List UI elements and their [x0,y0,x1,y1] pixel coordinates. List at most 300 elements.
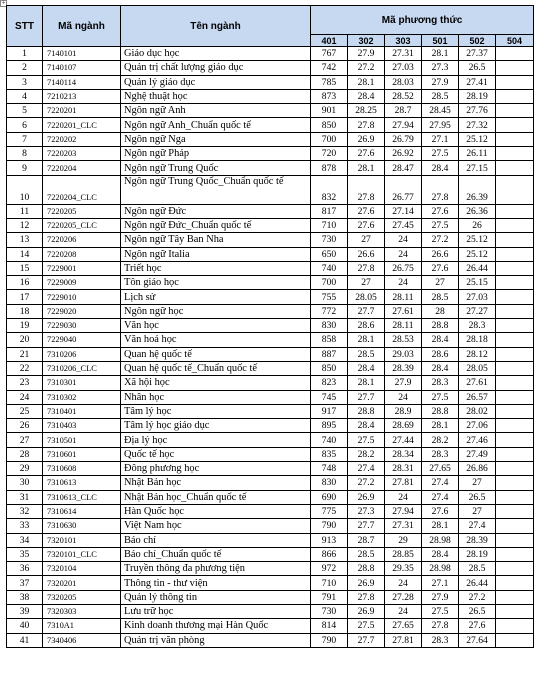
cell-ten-nganh: Nhật Bản học [121,476,311,490]
cell-stt: 23 [7,376,43,390]
cell-ten-nganh: Tâm lý học [121,404,311,418]
cell-ten-nganh: Quản trị văn phòng [121,633,311,647]
cell-302: 26.9 [348,132,385,146]
cell-401: 730 [311,233,348,247]
cell-stt: 2 [7,61,43,75]
cell-501: 28.5 [422,89,459,103]
cell-401: 832 [311,175,348,204]
cell-401: 972 [311,562,348,576]
table-row [7,504,534,518]
cell-stt: 39 [7,604,43,618]
cell-stt: 38 [7,590,43,604]
cell-502: 28.19 [459,547,496,561]
table-row [7,261,534,275]
cell-ma-nganh: 7310614 [43,504,121,518]
cell-303: 26.92 [385,147,422,161]
cell-401: 740 [311,433,348,447]
cell-stt: 22 [7,361,43,375]
cell-ten-nganh: Địa lý học [121,433,311,447]
cell-502: 28.19 [459,89,496,103]
cell-401: 700 [311,132,348,146]
cell-504 [496,476,534,490]
cell-ten-nganh: Báo chí_Chuẩn quốc tế [121,547,311,561]
cell-502: 28.02 [459,404,496,418]
cell-303: 26.77 [385,175,422,204]
cell-ma-nganh: 7320101 [43,533,121,547]
cell-stt: 26 [7,419,43,433]
cell-401: 785 [311,75,348,89]
cell-302: 28.4 [348,89,385,103]
cell-501: 27.4 [422,476,459,490]
cell-ten-nganh: Việt Nam học [121,519,311,533]
cell-501: 28.8 [422,404,459,418]
cell-504 [496,619,534,633]
cell-501: 27.1 [422,132,459,146]
cell-303: 24 [385,490,422,504]
cell-stt: 33 [7,519,43,533]
cell-502: 28.05 [459,361,496,375]
cell-303: 27.31 [385,519,422,533]
cell-stt: 5 [7,104,43,118]
cell-ten-nganh: Văn hoá học [121,333,311,347]
cell-504 [496,433,534,447]
cell-ten-nganh: Giáo dục học [121,47,311,61]
cell-303: 29.03 [385,347,422,361]
cell-302: 28.8 [348,404,385,418]
cell-302: 27.7 [348,390,385,404]
cell-ma-nganh: 7310A1 [43,619,121,633]
cell-stt: 27 [7,433,43,447]
cell-501: 28.5 [422,290,459,304]
cell-401: 887 [311,347,348,361]
cell-ten-nganh: Lưu trữ học [121,604,311,618]
cell-501: 27.5 [422,147,459,161]
cell-302: 28.8 [348,562,385,576]
table-row [7,204,534,218]
cell-401: 700 [311,276,348,290]
cell-502: 26.5 [459,604,496,618]
cell-stt: 29 [7,462,43,476]
cell-504 [496,61,534,75]
cell-stt: 1 [7,47,43,61]
cell-ma-nganh: 7220204 [43,161,121,175]
cell-303: 27.94 [385,118,422,132]
cell-stt: 25 [7,404,43,418]
cell-504 [496,319,534,333]
cell-401: 730 [311,604,348,618]
cell-ten-nganh: Ngôn ngữ Nga [121,132,311,146]
cell-501: 27.9 [422,75,459,89]
cell-stt: 4 [7,89,43,103]
cell-501: 27.1 [422,576,459,590]
cell-502: 28.5 [459,562,496,576]
admission-scores-table [6,5,534,648]
cell-401: 895 [311,419,348,433]
cell-303: 28.47 [385,161,422,175]
cell-501: 27.8 [422,175,459,204]
cell-502: 27.32 [459,118,496,132]
cell-stt: 24 [7,390,43,404]
cell-502: 27.46 [459,433,496,447]
cell-ma-nganh: 7220202 [43,132,121,146]
cell-504 [496,89,534,103]
cell-302: 27.7 [348,519,385,533]
cell-501: 27 [422,276,459,290]
table-row [7,633,534,647]
cell-504 [496,147,534,161]
cell-stt: 17 [7,290,43,304]
cell-stt: 35 [7,547,43,561]
table-row [7,118,534,132]
cell-502: 27 [459,476,496,490]
cell-302: 28.6 [348,319,385,333]
cell-302: 26.9 [348,576,385,590]
cell-302: 28.5 [348,547,385,561]
cell-504 [496,233,534,247]
table-row [7,75,534,89]
cell-504 [496,562,534,576]
cell-401: 830 [311,476,348,490]
cell-502: 25.12 [459,247,496,261]
cell-303: 24 [385,233,422,247]
cell-303: 28.11 [385,319,422,333]
cell-302: 28.7 [348,533,385,547]
cell-504 [496,504,534,518]
cell-ma-nganh: 7229010 [43,290,121,304]
header-ma-phuong-thuc: Mã phương thức [311,6,534,35]
cell-stt: 16 [7,276,43,290]
cell-501: 28.1 [422,519,459,533]
cell-ma-nganh: 7220208 [43,247,121,261]
cell-ma-nganh: 7229009 [43,276,121,290]
cell-ma-nganh: 7310403 [43,419,121,433]
cell-ma-nganh: 7229001 [43,261,121,275]
table-row [7,490,534,504]
cell-502: 26.86 [459,462,496,476]
cell-401: 775 [311,504,348,518]
cell-stt: 34 [7,533,43,547]
cell-ma-nganh: 7320101_CLC [43,547,121,561]
cell-ten-nganh: Quản lý giáo dục [121,75,311,89]
cell-504 [496,161,534,175]
cell-ten-nganh: Kinh doanh thương mại Hàn Quốc [121,619,311,633]
cell-ten-nganh: Ngôn ngữ Đức_Chuẩn quốc tế [121,218,311,232]
cell-502: 27.76 [459,104,496,118]
cell-302: 28.5 [348,347,385,361]
table-row [7,562,534,576]
cell-302: 28.4 [348,419,385,433]
cell-502: 27.61 [459,376,496,390]
cell-504 [496,376,534,390]
cell-302: 26.9 [348,490,385,504]
cell-ten-nganh: Tôn giáo học [121,276,311,290]
cell-401: 755 [311,290,348,304]
cell-ma-nganh: 7220205 [43,204,121,218]
cell-302: 26.6 [348,247,385,261]
cell-ma-nganh: 7310601 [43,447,121,461]
cell-stt: 20 [7,333,43,347]
cell-501: 28.4 [422,361,459,375]
cell-303: 27.45 [385,218,422,232]
cell-303: 24 [385,604,422,618]
cell-ten-nganh: Quan hệ quốc tế [121,347,311,361]
cell-504 [496,261,534,275]
cell-504 [496,304,534,318]
table-row [7,519,534,533]
cell-ma-nganh: 7220206 [43,233,121,247]
cell-303: 27.44 [385,433,422,447]
cell-303: 24 [385,247,422,261]
cell-501: 27.95 [422,118,459,132]
cell-302: 28.1 [348,161,385,175]
cell-504 [496,75,534,89]
cell-ma-nganh: 7320104 [43,562,121,576]
cell-303: 28.39 [385,361,422,375]
cell-504 [496,132,534,146]
cell-502: 27.64 [459,633,496,647]
table-row [7,404,534,418]
cell-504 [496,590,534,604]
table-row [7,175,534,204]
cell-302: 28.1 [348,333,385,347]
cell-401: 878 [311,161,348,175]
cell-ten-nganh: Ngôn ngữ Tây Ban Nha [121,233,311,247]
cell-ma-nganh: 7220201_CLC [43,118,121,132]
cell-ma-nganh: 7229020 [43,304,121,318]
cell-stt: 15 [7,261,43,275]
cell-303: 27.81 [385,476,422,490]
cell-302: 27.7 [348,304,385,318]
cell-ma-nganh: 7310206 [43,347,121,361]
cell-401: 817 [311,204,348,218]
cell-303: 28.52 [385,89,422,103]
cell-ma-nganh: 7320201 [43,576,121,590]
admission-scores-table-container [6,5,533,648]
cell-504 [496,290,534,304]
cell-ten-nganh: Thông tin - thư viện [121,576,311,590]
cell-502: 26.39 [459,175,496,204]
cell-ma-nganh: 7220204_CLC [43,175,121,204]
cell-stt: 40 [7,619,43,633]
cell-401: 917 [311,404,348,418]
cell-502: 27.4 [459,519,496,533]
cell-stt: 7 [7,132,43,146]
cell-ten-nganh: Tâm lý học giáo dục [121,419,311,433]
cell-302: 28.05 [348,290,385,304]
cell-501: 27.5 [422,604,459,618]
cell-401: 873 [311,89,348,103]
header-method-302: 302 [348,35,385,47]
cell-502: 27.37 [459,47,496,61]
table-row [7,290,534,304]
cell-stt: 11 [7,204,43,218]
table-row [7,419,534,433]
cell-ma-nganh: 7340406 [43,633,121,647]
table-row [7,619,534,633]
cell-ma-nganh: 7220203 [43,147,121,161]
cell-504 [496,533,534,547]
cell-501: 28.98 [422,562,459,576]
cell-504 [496,419,534,433]
cell-stt: 19 [7,319,43,333]
cell-501: 27.5 [422,218,459,232]
cell-302: 26.9 [348,604,385,618]
cell-501: 27.6 [422,204,459,218]
cell-501: 28 [422,304,459,318]
cell-stt: 31 [7,490,43,504]
cell-ma-nganh: 7310608 [43,462,121,476]
cell-ma-nganh: 7310501 [43,433,121,447]
cell-stt: 9 [7,161,43,175]
cell-504 [496,404,534,418]
cell-504 [496,604,534,618]
cell-stt: 32 [7,504,43,518]
table-select-handle[interactable]: + [1,0,6,6]
cell-302: 27.2 [348,476,385,490]
cell-401: 742 [311,61,348,75]
table-row [7,161,534,175]
table-row [7,276,534,290]
cell-502: 27.27 [459,304,496,318]
header-method-303: 303 [385,35,422,47]
cell-501: 28.4 [422,547,459,561]
cell-501: 27.3 [422,61,459,75]
cell-504 [496,175,534,204]
cell-401: 710 [311,576,348,590]
header-row-main [7,6,534,35]
cell-303: 26.75 [385,261,422,275]
cell-504 [496,118,534,132]
cell-501: 27.6 [422,261,459,275]
cell-504 [496,576,534,590]
cell-501: 28.8 [422,319,459,333]
cell-stt: 12 [7,218,43,232]
cell-303: 27.61 [385,304,422,318]
cell-ma-nganh: 7310613 [43,476,121,490]
cell-502: 28.3 [459,319,496,333]
cell-302: 28.2 [348,447,385,461]
header-stt: STT [7,6,43,47]
cell-501: 28.3 [422,633,459,647]
cell-303: 27.28 [385,590,422,604]
cell-303: 28.7 [385,104,422,118]
cell-302: 28.25 [348,104,385,118]
cell-401: 814 [311,619,348,633]
cell-504 [496,390,534,404]
table-row [7,604,534,618]
header-ten-nganh: Tên ngành [121,6,311,47]
cell-401: 690 [311,490,348,504]
cell-501: 28.6 [422,347,459,361]
cell-504 [496,204,534,218]
table-row [7,104,534,118]
table-row [7,347,534,361]
cell-502: 27.06 [459,419,496,433]
cell-302: 27.8 [348,261,385,275]
cell-303: 27.03 [385,61,422,75]
cell-302: 27.8 [348,118,385,132]
cell-401: 772 [311,304,348,318]
cell-401: 866 [311,547,348,561]
cell-stt: 37 [7,576,43,590]
cell-303: 28.9 [385,404,422,418]
table-row [7,547,534,561]
cell-ma-nganh: 7310630 [43,519,121,533]
cell-302: 27.6 [348,204,385,218]
table-row [7,147,534,161]
cell-ma-nganh: 7310401 [43,404,121,418]
cell-ten-nganh: Hàn Quốc học [121,504,311,518]
table-row [7,218,534,232]
cell-504 [496,519,534,533]
cell-401: 740 [311,261,348,275]
cell-504 [496,347,534,361]
cell-502: 27.49 [459,447,496,461]
cell-ten-nganh: Báo chí [121,533,311,547]
cell-302: 27 [348,276,385,290]
table-row [7,576,534,590]
cell-ma-nganh: 7310301 [43,376,121,390]
table-row [7,304,534,318]
cell-401: 835 [311,447,348,461]
cell-504 [496,361,534,375]
cell-504 [496,333,534,347]
cell-ten-nganh: Văn học [121,319,311,333]
cell-ma-nganh: 7320303 [43,604,121,618]
cell-502: 25.12 [459,132,496,146]
cell-ten-nganh: Quốc tế học [121,447,311,461]
cell-303: 28.11 [385,290,422,304]
cell-504 [496,104,534,118]
cell-ma-nganh: 7220205_CLC [43,218,121,232]
cell-302: 28.1 [348,376,385,390]
cell-401: 790 [311,633,348,647]
cell-502: 26.36 [459,204,496,218]
cell-502: 25.15 [459,276,496,290]
cell-ten-nganh: Ngôn ngữ Italia [121,247,311,261]
cell-302: 27.7 [348,633,385,647]
table-row [7,447,534,461]
cell-303: 27.14 [385,204,422,218]
cell-302: 27.3 [348,504,385,518]
cell-504 [496,633,534,647]
cell-502: 26 [459,218,496,232]
cell-502: 27 [459,504,496,518]
cell-ma-nganh: 7310302 [43,390,121,404]
cell-ma-nganh: 7320205 [43,590,121,604]
cell-303: 24 [385,276,422,290]
cell-ten-nganh: Ngôn ngữ học [121,304,311,318]
table-row [7,462,534,476]
cell-303: 27.81 [385,633,422,647]
cell-401: 858 [311,333,348,347]
cell-stt: 30 [7,476,43,490]
cell-303: 24 [385,390,422,404]
table-row [7,590,534,604]
cell-502: 27.03 [459,290,496,304]
cell-502: 26.5 [459,61,496,75]
cell-stt: 28 [7,447,43,461]
cell-stt: 10 [7,175,43,204]
cell-303: 28.31 [385,462,422,476]
cell-302: 28.1 [348,75,385,89]
cell-303: 28.53 [385,333,422,347]
cell-401: 720 [311,147,348,161]
cell-501: 27.9 [422,590,459,604]
cell-303: 28.69 [385,419,422,433]
table-row [7,361,534,375]
cell-401: 767 [311,47,348,61]
